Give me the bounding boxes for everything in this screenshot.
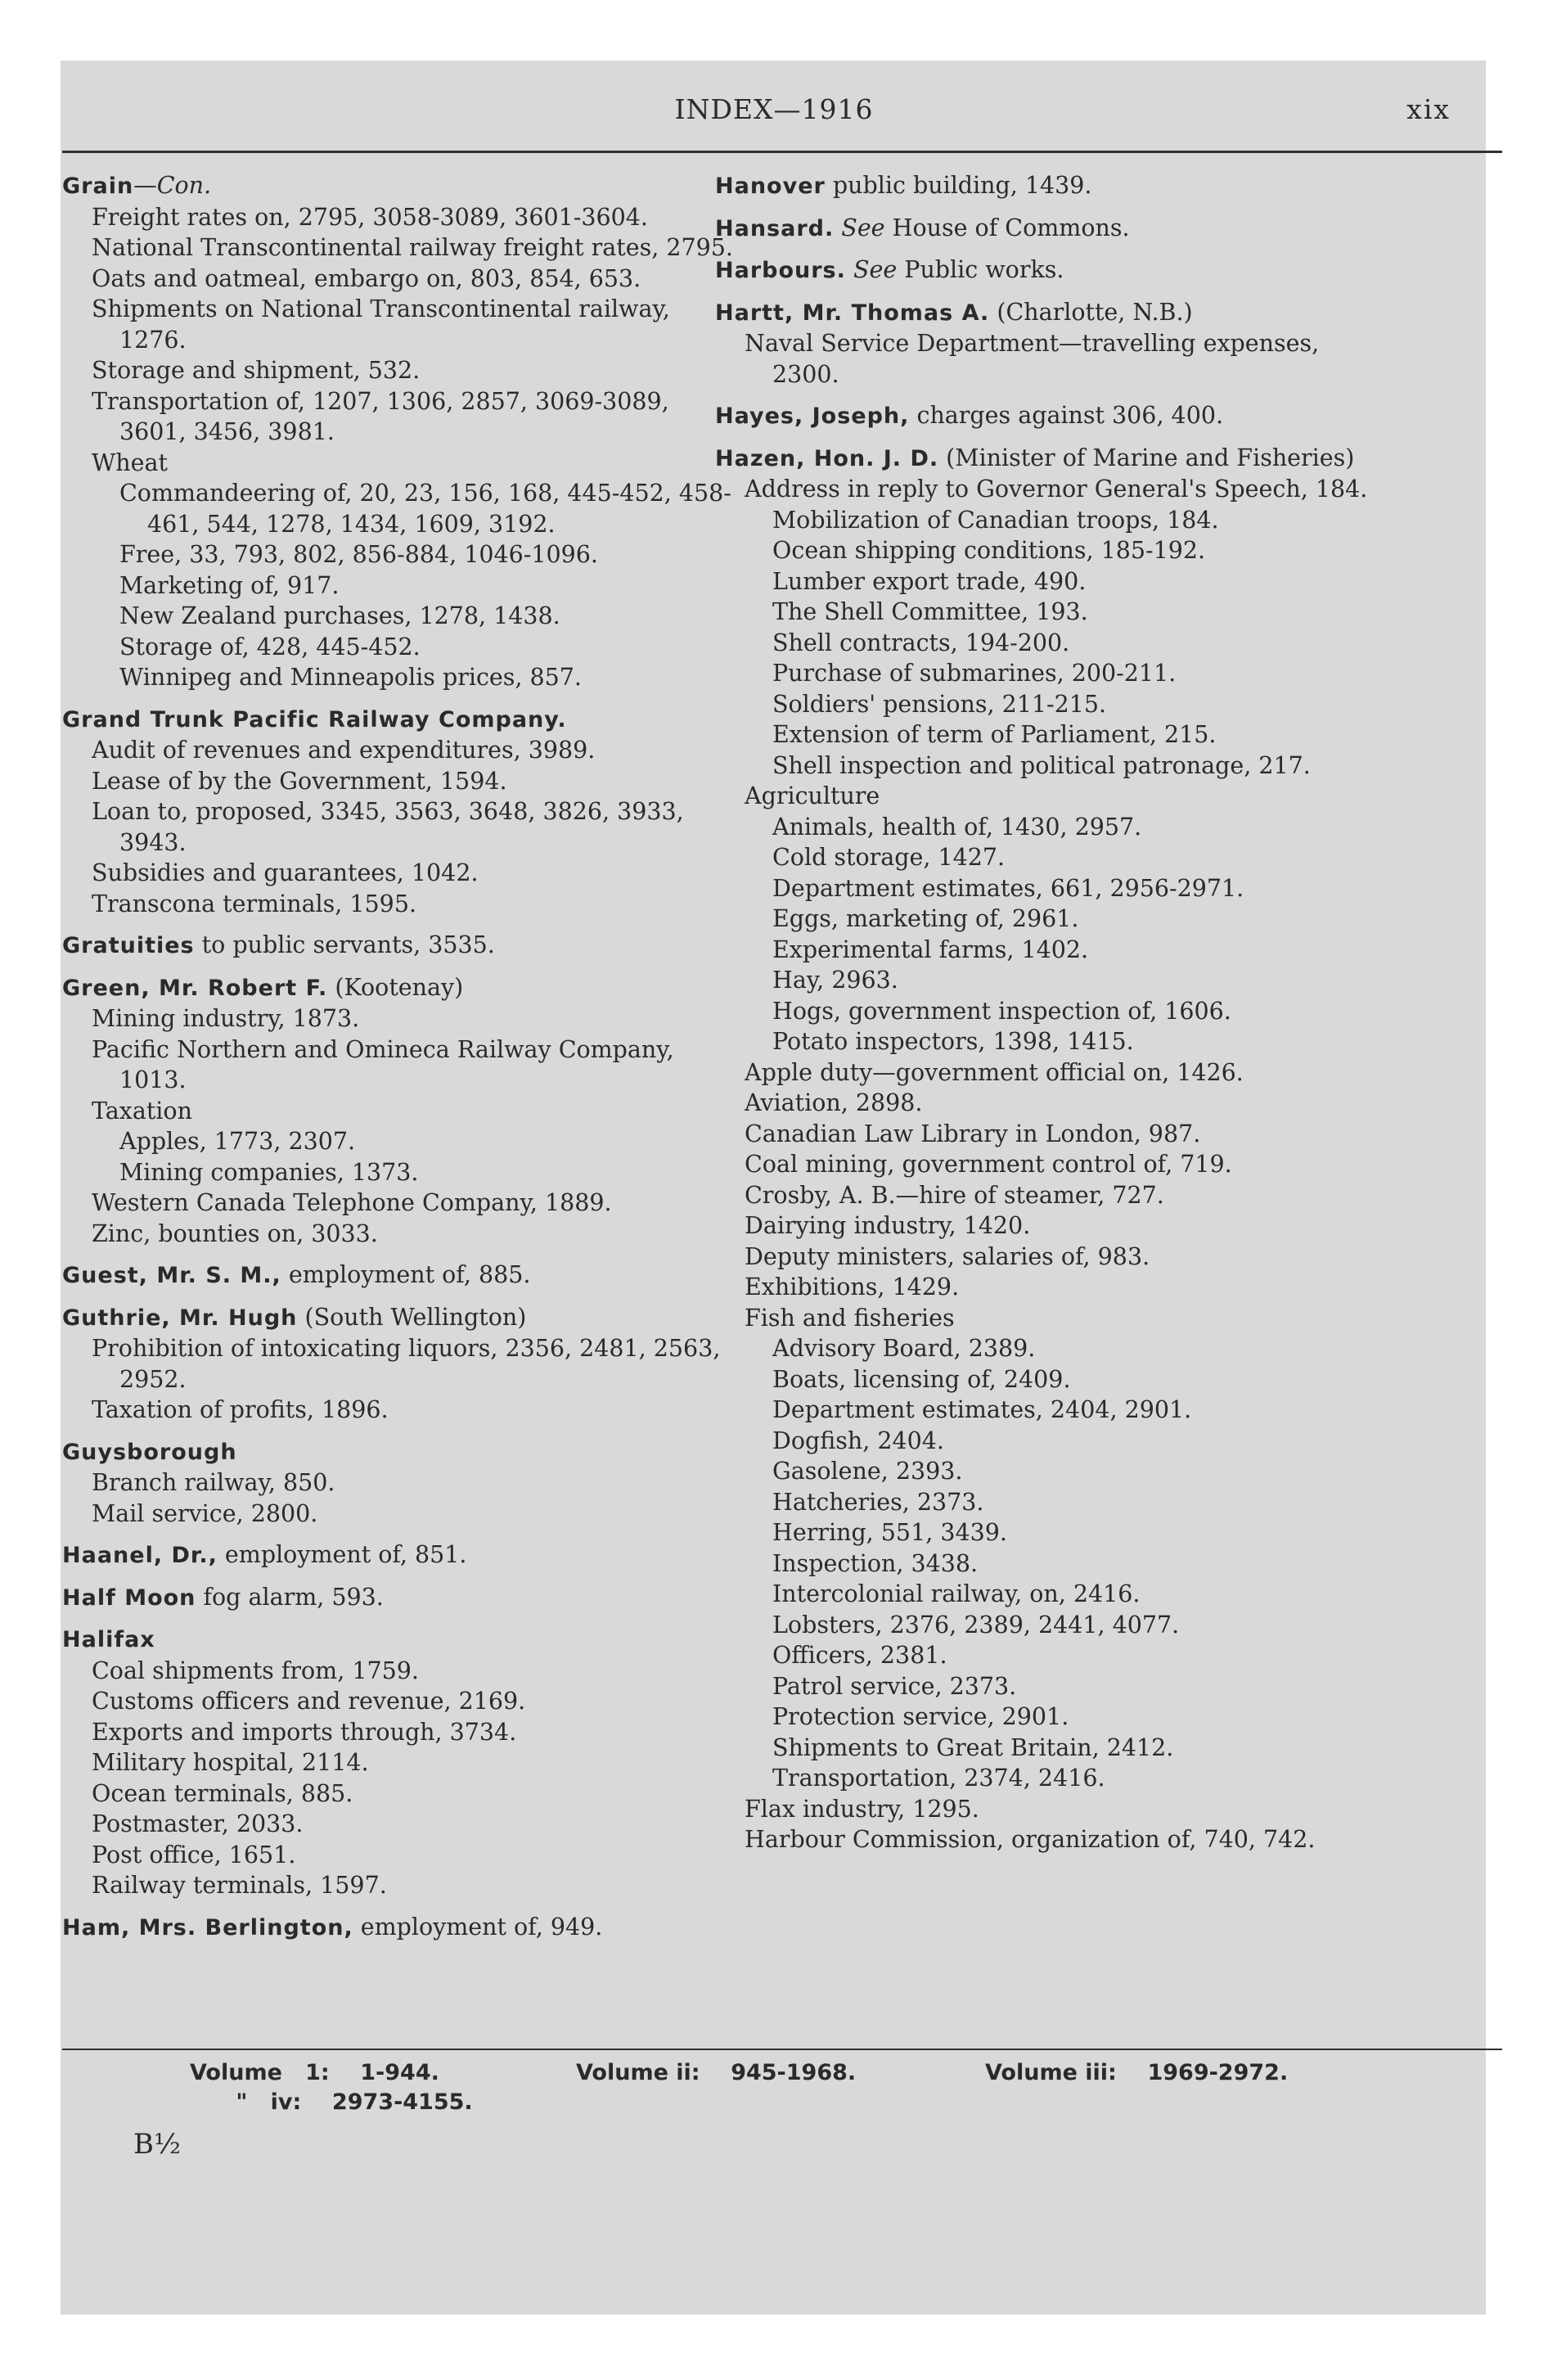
index-subentry [715, 1763, 1386, 1794]
index-subentry [715, 597, 1386, 628]
subentry-text: Harbour Commission, organization of, 740, 742. [745, 1826, 1316, 1853]
index-subentry [62, 1219, 741, 1250]
subentry-text: New Zealand purchases, 1278, 1438. [119, 602, 560, 629]
index-subentry [62, 570, 741, 602]
heading-term: Guthrie, Mr. Hugh [62, 1305, 298, 1331]
index-subentry [715, 1057, 1386, 1089]
subentry-text: Coal shipments from, 1759. [92, 1657, 419, 1684]
index-subentry [62, 1467, 741, 1499]
index-heading [62, 1539, 741, 1571]
index-heading [715, 443, 1386, 475]
index-heading [62, 1582, 741, 1614]
index-heading [715, 170, 1386, 202]
heading-term: Gratuities [62, 933, 195, 958]
subentry-text: Agriculture [745, 782, 880, 809]
index-heading [62, 704, 741, 736]
index-subentry [62, 1840, 741, 1871]
subentry-text: Cold storage, 1427. [772, 844, 1006, 871]
index-subentry [715, 1119, 1386, 1150]
index-heading [62, 170, 741, 202]
subentry-text: Taxation [92, 1097, 192, 1125]
index-subentry [715, 1364, 1386, 1395]
heading-term: Hartt, Mr. Thomas A. [715, 300, 990, 326]
index-subentry [62, 1717, 741, 1748]
index-subentry [715, 904, 1386, 935]
index-subentry [715, 1180, 1386, 1211]
index-subentry [62, 1034, 741, 1096]
index-subentry [62, 1157, 741, 1188]
heading-term: Hayes, Joseph, [715, 403, 910, 429]
index-subentry [715, 1548, 1386, 1580]
subentry-text: Winnipeg and Minneapolis prices, 857. [119, 664, 582, 691]
index-heading [62, 1436, 741, 1468]
index-heading [62, 1624, 741, 1656]
subentry-text: Transcona terminals, 1595. [92, 890, 417, 917]
index-subentry [715, 1487, 1386, 1518]
index-subentry [715, 1242, 1386, 1273]
subentry-text: Hay, 2963. [772, 967, 898, 994]
index-heading [62, 1302, 741, 1334]
index-subentry [715, 996, 1386, 1027]
subentry-text: Railway terminals, 1597. [92, 1872, 387, 1899]
heading-term: Haanel, Dr., [62, 1543, 218, 1568]
subentry-text: Potato inspectors, 1398, 1415. [772, 1028, 1134, 1055]
subentry-text: Mining companies, 1373. [119, 1158, 419, 1186]
index-subentry [62, 232, 741, 264]
heading-term: Guest, Mr. S. M., [62, 1263, 281, 1288]
top-rule [62, 151, 1502, 153]
subentry-text: Address in reply to Governor General's Speech, 184. [745, 476, 1368, 503]
heading-italic: Con. [156, 172, 212, 199]
right-index-column [715, 170, 1386, 1855]
heading-reference: Public works. [897, 256, 1064, 283]
index-subentry [62, 1686, 741, 1717]
heading-term: Harbours. [715, 258, 846, 283]
subentry-text: Officers, 2381. [772, 1642, 947, 1669]
subentry-text: Shipments to Great Britain, 2412. [772, 1733, 1174, 1761]
index-subentry [62, 386, 741, 448]
heading-detail [834, 214, 841, 241]
index-subentry [715, 1303, 1386, 1334]
subentry-text: The Shell Committee, 193. [772, 598, 1088, 625]
index-subentry [62, 1870, 741, 1901]
subentry-text: Shell inspection and political patronage, 217. [772, 751, 1311, 779]
heading-term: Hazen, Hon. J. D. [715, 445, 939, 471]
heading-term: Hansard. [715, 215, 835, 241]
index-subentry [62, 1126, 741, 1157]
index-subentry [62, 1188, 741, 1219]
index-subentry [62, 662, 741, 693]
subentry-text: Boats, licensing of, 2409. [772, 1365, 1071, 1393]
page-title: INDEX—1916 [674, 93, 874, 125]
subentry-text: Deputy ministers, salaries of, 983. [745, 1242, 1150, 1270]
subentry-text: Commandeering of, 20, 23, 156, 168, 445-452, 458-461, 544, 1278, 1434, 1609, 3192. [119, 480, 731, 538]
index-subentry [62, 1778, 741, 1810]
subentry-text: Lumber export trade, 490. [772, 567, 1087, 595]
subentry-text: Post office, 1651. [92, 1841, 296, 1868]
subentry-text: Subsidies and guarantees, 1042. [92, 859, 479, 886]
subentry-text: Military hospital, 2114. [92, 1749, 369, 1776]
heading-detail: (Kootenay) [327, 973, 464, 1001]
heading-detail: charges against 306, 400. [909, 402, 1224, 429]
index-heading [62, 972, 741, 1004]
index-subentry [62, 796, 741, 858]
heading-detail: — [133, 172, 157, 199]
page-number: xix [1406, 93, 1451, 125]
index-subentry [715, 719, 1386, 751]
subentry-text: Marketing of, 917. [119, 571, 340, 599]
heading-detail: public building, 1439. [825, 172, 1092, 199]
heading-term: Green, Mr. Robert F. [62, 975, 328, 1001]
left-index-column [62, 170, 741, 1943]
index-subentry [715, 1333, 1386, 1364]
index-subentry [62, 858, 741, 889]
index-subentry [715, 505, 1386, 536]
index-subentry [62, 1096, 741, 1127]
index-subentry [715, 1579, 1386, 1610]
subentry-text: Zinc, bounties on, 3033. [92, 1219, 378, 1247]
subentry-text: Branch railway, 850. [92, 1469, 335, 1496]
index-subentry [62, 1656, 741, 1687]
index-subentry [62, 1395, 741, 1426]
index-subentry [715, 842, 1386, 873]
volume-1-range: Volume 1: 1-944. [190, 2060, 439, 2085]
heading-term: Guysborough [62, 1439, 237, 1465]
index-subentry [715, 1088, 1386, 1119]
subentry-text: Eggs, marketing of, 2961. [772, 905, 1079, 932]
index-subentry [715, 1456, 1386, 1487]
subentry-text: Ocean shipping conditions, 185-192. [772, 537, 1206, 564]
subentry-text: Western Canada Telephone Company, 1889. [92, 1189, 612, 1216]
index-subentry [62, 264, 741, 295]
subentry-text: Fish and fisheries [745, 1304, 955, 1332]
subentry-text: Advisory Board, 2389. [772, 1335, 1036, 1362]
heading-detail: to public servants, 3535. [194, 931, 495, 958]
subentry-text: Mining industry, 1873. [92, 1005, 360, 1032]
heading-italic: See [853, 256, 898, 283]
index-subentry [715, 1733, 1386, 1764]
subentry-text: Extension of term of Parliament, 215. [772, 721, 1217, 748]
subentry-text: Protection service, 2901. [772, 1703, 1069, 1730]
subentry-text: Purchase of submarines, 200-211. [772, 660, 1177, 687]
index-heading [715, 400, 1386, 432]
heading-detail: (Charlotte, N.B.) [989, 298, 1193, 326]
index-heading [715, 297, 1386, 329]
subentry-text: Pacific Northern and Omineca Railway Company, 1013. [92, 1035, 674, 1093]
subentry-text: Transportation of, 1207, 1306, 2857, 3069-3089, 3601, 3456, 3981. [92, 387, 669, 445]
index-subentry [715, 1671, 1386, 1702]
subentry-text: Ocean terminals, 885. [92, 1779, 353, 1807]
subentry-text: Soldiers' pensions, 211-215. [772, 690, 1107, 718]
index-subentry [62, 202, 741, 233]
volume-2-range: Volume ii: 945-1968. [576, 2060, 857, 2085]
subentry-text: National Transcontinental railway freight rates, 2795. [92, 234, 733, 261]
index-subentry [62, 355, 741, 386]
subentry-text: Prohibition of intoxicating liquors, 2356, 2481, 2563, 2952. [92, 1335, 721, 1393]
index-subentry [715, 474, 1386, 505]
index-heading [62, 930, 741, 962]
subentry-text: Gasolene, 2393. [772, 1458, 963, 1485]
subentry-text: Canadian Law Library in London, 987. [745, 1120, 1201, 1147]
heading-term: Grand Trunk Pacific Railway Company. [62, 706, 567, 732]
index-subentry [62, 601, 741, 632]
subentry-text: Transportation, 2374, 2416. [772, 1765, 1105, 1792]
subentry-text: Hogs, government inspection of, 1606. [772, 997, 1231, 1025]
bottom-rule [62, 2049, 1502, 2050]
index-subentry [62, 632, 741, 663]
subentry-text: Flax industry, 1295. [745, 1795, 979, 1823]
heading-detail: employment of, 885. [281, 1261, 531, 1288]
subentry-text: Dogfish, 2404. [772, 1427, 944, 1454]
subentry-text: Loan to, proposed, 3345, 3563, 3648, 3826, 3933, 3943. [92, 798, 684, 856]
subentry-text: Experimental farms, 1402. [772, 935, 1089, 963]
index-heading [62, 1912, 741, 1944]
subentry-text: Lease of by the Government, 1594. [92, 767, 507, 795]
subentry-text: Shell contracts, 194-200. [772, 629, 1070, 656]
heading-term: Half Moon [62, 1584, 196, 1611]
index-subentry [62, 1809, 741, 1840]
index-subentry [62, 766, 741, 797]
index-subentry [62, 478, 741, 539]
index-subentry [715, 1272, 1386, 1303]
heading-term: Grain [62, 174, 134, 199]
subentry-text: Taxation of profits, 1896. [92, 1396, 389, 1423]
index-subentry [715, 812, 1386, 843]
index-subentry [715, 1794, 1386, 1825]
index-subentry [62, 1003, 741, 1034]
index-subentry [62, 889, 741, 920]
index-subentry [62, 1499, 741, 1530]
subentry-text: Storage and shipment, 532. [92, 357, 421, 384]
index-subentry [62, 735, 741, 766]
index-subentry [715, 1395, 1386, 1426]
subentry-text: Aviation, 2898. [745, 1089, 923, 1116]
signature-mark: B½ [133, 2128, 181, 2161]
subentry-text: Storage of, 428, 445-452. [119, 633, 421, 660]
heading-term: Halifax [62, 1627, 155, 1652]
subentry-text: Exhibitions, 1429. [745, 1273, 960, 1300]
index-subentry [715, 935, 1386, 966]
heading-reference: House of Commons. [884, 214, 1130, 241]
index-heading [715, 213, 1386, 245]
index-subentry [715, 689, 1386, 720]
index-subentry [62, 1333, 741, 1395]
index-subentry [715, 781, 1386, 812]
subentry-text: Herring, 551, 3439. [772, 1519, 1007, 1546]
subentry-text: Apples, 1773, 2307. [119, 1128, 356, 1155]
index-subentry [62, 1747, 741, 1778]
heading-detail: employment of, 851. [217, 1541, 467, 1568]
heading-detail: (South Wellington) [297, 1303, 527, 1331]
volume-4-range: " iv: 2973-4155. [190, 2089, 473, 2115]
subentry-text: Dairying industry, 1420. [745, 1212, 1031, 1239]
subentry-text: Free, 33, 793, 802, 856-884, 1046-1096. [119, 541, 598, 568]
subentry-text: Lobsters, 2376, 2389, 2441, 4077. [772, 1611, 1180, 1639]
subentry-text: Intercolonial railway, on, 2416. [772, 1580, 1141, 1607]
subentry-text: Oats and oatmeal, embargo on, 803, 854, 653. [92, 264, 641, 292]
subentry-text: Animals, health of, 1430, 2957. [772, 813, 1142, 841]
index-subentry [715, 1426, 1386, 1457]
subentry-text: Customs officers and revenue, 2169. [92, 1688, 526, 1715]
index-subentry [715, 535, 1386, 566]
subentry-text: Inspection, 3438. [772, 1549, 979, 1577]
subentry-text: Shipments on National Transcontinental railway, 1276. [92, 295, 670, 354]
index-subentry [715, 566, 1386, 597]
index-subentry [715, 328, 1386, 390]
subentry-text: Mail service, 2800. [92, 1499, 318, 1527]
index-subentry [715, 1640, 1386, 1671]
heading-italic: See [841, 214, 885, 241]
subentry-text: Crosby, A. B.—hire of steamer, 727. [745, 1181, 1164, 1209]
index-subentry [715, 965, 1386, 996]
heading-term: Hanover [715, 174, 826, 199]
heading-detail: fog alarm, 593. [196, 1583, 384, 1611]
heading-term: Ham, Mrs. Berlington, [62, 1914, 353, 1941]
index-subentry [715, 1210, 1386, 1242]
subentry-text: Audit of revenues and expenditures, 3989. [92, 737, 596, 764]
index-subentry [715, 1517, 1386, 1548]
subentry-text: Freight rates on, 2795, 3058-3089, 3601-3604. [92, 203, 648, 231]
subentry-text: Apple duty—government official on, 1426. [745, 1058, 1244, 1086]
index-subentry [715, 658, 1386, 689]
subentry-text: Department estimates, 661, 2956-2971. [772, 874, 1244, 902]
subentry-text: Coal mining, government control of, 719. [745, 1151, 1232, 1178]
index-subentry [715, 628, 1386, 659]
heading-detail [846, 256, 853, 283]
subentry-text: Patrol service, 2373. [772, 1672, 1017, 1700]
index-subentry [715, 1610, 1386, 1641]
heading-detail: (Minister of Marine and Fisheries) [938, 444, 1355, 471]
index-subentry [62, 294, 741, 355]
heading-detail: employment of, 949. [353, 1913, 603, 1941]
index-subentry [62, 448, 741, 479]
index-subentry [715, 1824, 1386, 1855]
subentry-text: Mobilization of Canadian troops, 184. [772, 506, 1219, 534]
index-heading [62, 1260, 741, 1291]
index-subentry [715, 751, 1386, 782]
index-heading [715, 255, 1386, 286]
subentry-text: Postmaster, 2033. [92, 1810, 304, 1837]
index-subentry [62, 539, 741, 570]
subentry-text: Hatcheries, 2373. [772, 1488, 984, 1516]
subentry-text: Wheat [92, 449, 168, 476]
index-subentry [715, 873, 1386, 904]
volume-3-range: Volume iii: 1969-2972. [985, 2060, 1289, 2085]
index-subentry [715, 1149, 1386, 1180]
index-subentry [715, 1702, 1386, 1733]
subentry-text: Exports and imports through, 3734. [92, 1718, 517, 1746]
subentry-text: Department estimates, 2404, 2901. [772, 1396, 1192, 1423]
index-subentry [715, 1026, 1386, 1057]
subentry-text: Naval Service Department—travelling expenses, 2300. [745, 330, 1320, 388]
